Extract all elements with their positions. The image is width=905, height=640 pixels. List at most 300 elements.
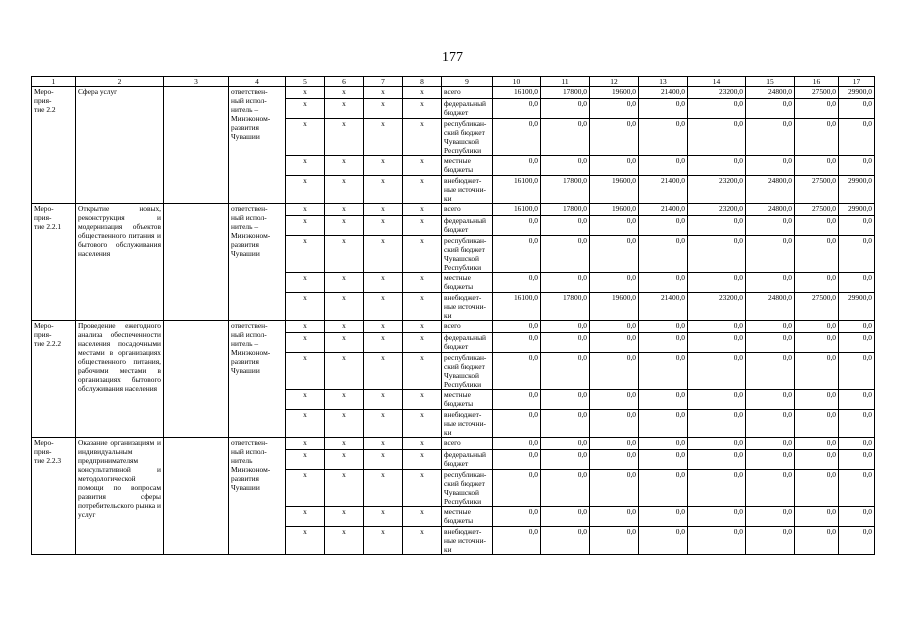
funding-value: 29900,0: [839, 87, 875, 99]
budget-code-cell: x: [325, 119, 364, 156]
budget-code-cell: x: [364, 450, 403, 470]
budget-code-cell: x: [286, 273, 325, 293]
funding-value: 0,0: [590, 156, 639, 176]
budget-code-cell: x: [286, 99, 325, 119]
funding-value: 0,0: [688, 216, 746, 236]
funding-value: 0,0: [493, 450, 541, 470]
budget-table: [31, 76, 875, 555]
funding-value: 16100,0: [493, 87, 541, 99]
funding-value: 0,0: [839, 333, 875, 353]
budget-code-cell: x: [403, 176, 442, 204]
funding-value: 0,0: [746, 156, 795, 176]
funding-value: 0,0: [493, 236, 541, 273]
funding-value: 16100,0: [493, 204, 541, 216]
funding-value: 0,0: [688, 470, 746, 507]
funding-value: 17800,0: [541, 204, 590, 216]
budget-code-cell: x: [403, 470, 442, 507]
funding-value: 0,0: [590, 119, 639, 156]
budget-code-cell: x: [286, 333, 325, 353]
funding-value: 0,0: [795, 507, 839, 527]
funding-source: всего: [442, 321, 493, 333]
funding-value: 0,0: [493, 527, 541, 555]
funding-value: 0,0: [590, 527, 639, 555]
funding-value: 27500,0: [795, 293, 839, 321]
funding-value: 0,0: [590, 353, 639, 390]
funding-value: 0,0: [688, 410, 746, 438]
funding-source: внебюджет- ные источни- ки: [442, 410, 493, 438]
funding-value: 0,0: [839, 156, 875, 176]
funding-value: 0,0: [590, 410, 639, 438]
budget-code-cell: x: [286, 216, 325, 236]
funding-source: местные бюджеты: [442, 156, 493, 176]
budget-code-cell: x: [325, 204, 364, 216]
funding-value: 0,0: [746, 527, 795, 555]
funding-value: 0,0: [639, 390, 688, 410]
table-body: [32, 87, 875, 555]
funding-value: 0,0: [493, 119, 541, 156]
funding-source: местные бюджеты: [442, 507, 493, 527]
budget-code-cell: x: [403, 410, 442, 438]
funding-value: 0,0: [493, 333, 541, 353]
funding-value: 0,0: [688, 273, 746, 293]
funding-value: 0,0: [541, 527, 590, 555]
budget-code-cell: x: [364, 527, 403, 555]
funding-value: 0,0: [590, 216, 639, 236]
funding-value: 0,0: [541, 410, 590, 438]
funding-value: 19600,0: [590, 87, 639, 99]
funding-value: 0,0: [746, 390, 795, 410]
funding-source: республикан- ский бюджет Чувашской Республики: [442, 119, 493, 156]
funding-source: федеральный бюджет: [442, 450, 493, 470]
funding-value: 0,0: [688, 507, 746, 527]
column-header: 3: [164, 77, 229, 87]
budget-code-cell: x: [286, 390, 325, 410]
funding-value: 0,0: [839, 353, 875, 390]
measure-id: Меро- прия- тие 2.2.1: [32, 204, 76, 321]
budget-code-cell: x: [286, 119, 325, 156]
funding-value: 0,0: [639, 99, 688, 119]
funding-value: 0,0: [541, 273, 590, 293]
funding-value: 0,0: [639, 333, 688, 353]
column-header: 2: [76, 77, 164, 87]
measure-name: Открытие новых, реконструкция и модернизация объектов общественного питания и бытового обслуживания населения: [76, 204, 164, 321]
participant-cell: [164, 204, 229, 321]
funding-value: 0,0: [839, 216, 875, 236]
funding-value: 0,0: [590, 450, 639, 470]
funding-value: 0,0: [746, 333, 795, 353]
budget-code-cell: x: [325, 333, 364, 353]
funding-value: 23200,0: [688, 87, 746, 99]
table-row: [32, 87, 875, 99]
funding-value: 27500,0: [795, 87, 839, 99]
funding-value: 0,0: [639, 450, 688, 470]
funding-value: 0,0: [746, 410, 795, 438]
funding-value: 0,0: [541, 216, 590, 236]
funding-value: 0,0: [493, 507, 541, 527]
funding-value: 17800,0: [541, 87, 590, 99]
funding-value: 29900,0: [839, 176, 875, 204]
funding-source: республикан- ский бюджет Чувашской Республики: [442, 470, 493, 507]
budget-code-cell: x: [286, 321, 325, 333]
budget-code-cell: x: [403, 527, 442, 555]
funding-value: 0,0: [590, 438, 639, 450]
funding-value: 0,0: [688, 333, 746, 353]
budget-code-cell: x: [403, 353, 442, 390]
budget-code-cell: x: [364, 176, 403, 204]
funding-value: 21400,0: [639, 87, 688, 99]
funding-value: 0,0: [688, 99, 746, 119]
budget-code-cell: x: [403, 450, 442, 470]
budget-code-cell: x: [403, 321, 442, 333]
funding-value: 0,0: [795, 216, 839, 236]
column-header: 11: [541, 77, 590, 87]
funding-value: 0,0: [590, 99, 639, 119]
column-header: 8: [403, 77, 442, 87]
budget-code-cell: x: [325, 236, 364, 273]
funding-value: 0,0: [541, 470, 590, 507]
column-number-row: [32, 77, 875, 87]
responsible-executor: ответствен- ный испол- нитель – Минэконом- развития Чувашии: [229, 321, 286, 438]
funding-value: 21400,0: [639, 204, 688, 216]
funding-value: 19600,0: [590, 204, 639, 216]
column-header: 7: [364, 77, 403, 87]
funding-value: 0,0: [839, 119, 875, 156]
budget-code-cell: x: [286, 293, 325, 321]
funding-value: 0,0: [541, 99, 590, 119]
measure-name: Сфера услуг: [76, 87, 164, 204]
funding-value: 0,0: [493, 353, 541, 390]
funding-value: 0,0: [541, 236, 590, 273]
funding-value: 17800,0: [541, 293, 590, 321]
funding-value: 0,0: [688, 119, 746, 156]
budget-code-cell: x: [286, 527, 325, 555]
funding-value: 0,0: [795, 333, 839, 353]
funding-value: 0,0: [590, 333, 639, 353]
funding-value: 0,0: [839, 273, 875, 293]
budget-code-cell: x: [286, 87, 325, 99]
funding-value: 0,0: [541, 156, 590, 176]
budget-code-cell: x: [364, 99, 403, 119]
funding-value: 0,0: [839, 321, 875, 333]
funding-source: республикан- ский бюджет Чувашской Республики: [442, 236, 493, 273]
budget-code-cell: x: [403, 87, 442, 99]
funding-value: 0,0: [839, 450, 875, 470]
budget-code-cell: x: [325, 87, 364, 99]
funding-value: 24800,0: [746, 87, 795, 99]
budget-code-cell: x: [286, 438, 325, 450]
funding-source: внебюджет- ные источни- ки: [442, 293, 493, 321]
funding-value: 0,0: [541, 390, 590, 410]
funding-source: федеральный бюджет: [442, 333, 493, 353]
funding-value: 0,0: [493, 470, 541, 507]
funding-value: 0,0: [795, 438, 839, 450]
budget-code-cell: x: [364, 321, 403, 333]
budget-code-cell: x: [403, 236, 442, 273]
participant-cell: [164, 321, 229, 438]
funding-value: 0,0: [746, 321, 795, 333]
funding-value: 0,0: [839, 236, 875, 273]
funding-value: 0,0: [639, 353, 688, 390]
funding-value: 0,0: [541, 450, 590, 470]
funding-value: 0,0: [688, 236, 746, 273]
budget-code-cell: x: [364, 470, 403, 507]
funding-value: 0,0: [590, 321, 639, 333]
budget-code-cell: x: [364, 438, 403, 450]
column-header: 5: [286, 77, 325, 87]
funding-value: 0,0: [795, 273, 839, 293]
column-header: 13: [639, 77, 688, 87]
budget-code-cell: x: [403, 333, 442, 353]
funding-value: 0,0: [688, 156, 746, 176]
budget-code-cell: x: [364, 236, 403, 273]
funding-source: республикан- ский бюджет Чувашской Республики: [442, 353, 493, 390]
column-header: 16: [795, 77, 839, 87]
funding-value: 24800,0: [746, 293, 795, 321]
budget-code-cell: x: [325, 450, 364, 470]
funding-value: 0,0: [795, 99, 839, 119]
funding-source: внебюджет- ные источни- ки: [442, 527, 493, 555]
funding-value: 16100,0: [493, 293, 541, 321]
funding-value: 0,0: [795, 410, 839, 438]
responsible-executor: ответствен- ный испол- нитель – Минэконом- развития Чувашии: [229, 204, 286, 321]
budget-code-cell: x: [325, 507, 364, 527]
column-header: 4: [229, 77, 286, 87]
funding-value: 0,0: [839, 410, 875, 438]
budget-code-cell: x: [325, 99, 364, 119]
budget-code-cell: x: [403, 507, 442, 527]
funding-value: 0,0: [688, 527, 746, 555]
table-row: [32, 438, 875, 450]
funding-source: всего: [442, 87, 493, 99]
funding-value: 0,0: [746, 99, 795, 119]
funding-value: 0,0: [541, 119, 590, 156]
funding-value: 0,0: [839, 507, 875, 527]
funding-value: 0,0: [795, 390, 839, 410]
budget-code-cell: x: [364, 156, 403, 176]
funding-source: внебюджет- ные источни- ки: [442, 176, 493, 204]
funding-value: 0,0: [688, 321, 746, 333]
funding-value: 0,0: [795, 119, 839, 156]
measure-id: Меро- прия- тие 2.2.3: [32, 438, 76, 555]
measure-name: Проведение ежегодного анализа обеспеченности населения посадочными местами в организациях общественного питания, рабочими местами в организациях бытового обслуживания населения: [76, 321, 164, 438]
funding-value: 0,0: [493, 156, 541, 176]
funding-value: 0,0: [639, 216, 688, 236]
column-header: 10: [493, 77, 541, 87]
budget-code-cell: x: [364, 293, 403, 321]
funding-value: 16100,0: [493, 176, 541, 204]
budget-code-cell: x: [403, 99, 442, 119]
funding-value: 0,0: [493, 321, 541, 333]
budget-code-cell: x: [325, 353, 364, 390]
budget-code-cell: x: [286, 236, 325, 273]
funding-value: 29900,0: [839, 293, 875, 321]
funding-value: 0,0: [493, 390, 541, 410]
measure-id: Меро- прия- тие 2.2.2: [32, 321, 76, 438]
page-number: 177: [442, 50, 463, 65]
funding-value: 0,0: [541, 438, 590, 450]
funding-value: 0,0: [746, 216, 795, 236]
budget-code-cell: x: [286, 353, 325, 390]
responsible-executor: ответствен- ный испол- нитель – Минэконом- развития Чувашии: [229, 87, 286, 204]
funding-source: всего: [442, 438, 493, 450]
funding-value: 0,0: [639, 321, 688, 333]
funding-value: 0,0: [590, 236, 639, 273]
budget-code-cell: x: [403, 204, 442, 216]
column-header: 15: [746, 77, 795, 87]
funding-value: 0,0: [590, 390, 639, 410]
funding-value: 27500,0: [795, 176, 839, 204]
funding-source: всего: [442, 204, 493, 216]
funding-value: 0,0: [746, 236, 795, 273]
budget-code-cell: x: [325, 527, 364, 555]
funding-value: 24800,0: [746, 176, 795, 204]
funding-value: 27500,0: [795, 204, 839, 216]
funding-source: федеральный бюджет: [442, 216, 493, 236]
column-header: 12: [590, 77, 639, 87]
funding-value: 0,0: [795, 450, 839, 470]
funding-value: 0,0: [639, 410, 688, 438]
funding-value: 0,0: [795, 527, 839, 555]
funding-value: 0,0: [493, 99, 541, 119]
funding-value: 21400,0: [639, 176, 688, 204]
budget-code-cell: x: [286, 204, 325, 216]
funding-value: 0,0: [639, 236, 688, 273]
responsible-executor: ответствен- ный испол- нитель Минэконом- развития Чувашии: [229, 438, 286, 555]
table-row: [32, 204, 875, 216]
funding-value: 0,0: [839, 438, 875, 450]
funding-value: 23200,0: [688, 293, 746, 321]
funding-value: 0,0: [839, 99, 875, 119]
funding-value: 0,0: [639, 273, 688, 293]
funding-value: 0,0: [795, 236, 839, 273]
funding-value: 0,0: [688, 353, 746, 390]
funding-value: 29900,0: [839, 204, 875, 216]
column-header: 14: [688, 77, 746, 87]
budget-code-cell: x: [325, 410, 364, 438]
budget-code-cell: x: [286, 507, 325, 527]
funding-value: 0,0: [839, 527, 875, 555]
funding-value: 0,0: [639, 470, 688, 507]
funding-source: местные бюджеты: [442, 273, 493, 293]
funding-value: 0,0: [493, 273, 541, 293]
funding-value: 0,0: [746, 438, 795, 450]
budget-code-cell: x: [364, 87, 403, 99]
funding-value: 0,0: [746, 353, 795, 390]
budget-code-cell: x: [364, 353, 403, 390]
funding-value: 0,0: [839, 470, 875, 507]
funding-value: 21400,0: [639, 293, 688, 321]
budget-code-cell: x: [403, 119, 442, 156]
funding-value: 0,0: [746, 273, 795, 293]
funding-value: 0,0: [541, 321, 590, 333]
budget-code-cell: x: [286, 470, 325, 507]
budget-code-cell: x: [325, 273, 364, 293]
budget-code-cell: x: [364, 204, 403, 216]
funding-source: местные бюджеты: [442, 390, 493, 410]
budget-code-cell: x: [364, 333, 403, 353]
budget-code-cell: x: [403, 216, 442, 236]
budget-code-cell: x: [364, 410, 403, 438]
budget-code-cell: x: [325, 216, 364, 236]
budget-code-cell: x: [403, 438, 442, 450]
budget-code-cell: x: [286, 176, 325, 204]
budget-code-cell: x: [286, 410, 325, 438]
funding-value: 0,0: [795, 353, 839, 390]
funding-value: 0,0: [839, 390, 875, 410]
funding-value: 0,0: [688, 450, 746, 470]
funding-value: 0,0: [795, 470, 839, 507]
budget-code-cell: x: [325, 321, 364, 333]
budget-code-cell: x: [325, 176, 364, 204]
budget-code-cell: x: [364, 390, 403, 410]
funding-source: федеральный бюджет: [442, 99, 493, 119]
measure-name: Оказание организациям и индивидуальным предпринимателям консультативной и методологической помощи по вопросам развития сферы потребительского рынка и услуг: [76, 438, 164, 555]
funding-value: 19600,0: [590, 176, 639, 204]
funding-value: 0,0: [688, 438, 746, 450]
column-header: 9: [442, 77, 493, 87]
funding-value: 23200,0: [688, 176, 746, 204]
funding-value: 0,0: [746, 119, 795, 156]
funding-value: 0,0: [688, 390, 746, 410]
table-row: [32, 321, 875, 333]
measure-id: Меро- прия- тие 2.2: [32, 87, 76, 204]
funding-value: 17800,0: [541, 176, 590, 204]
budget-code-cell: x: [364, 507, 403, 527]
funding-value: 0,0: [639, 507, 688, 527]
funding-value: 0,0: [746, 507, 795, 527]
funding-value: 0,0: [541, 353, 590, 390]
budget-code-cell: x: [403, 156, 442, 176]
budget-code-cell: x: [286, 450, 325, 470]
funding-value: 0,0: [795, 156, 839, 176]
funding-value: 0,0: [590, 507, 639, 527]
budget-code-cell: x: [286, 156, 325, 176]
funding-value: 0,0: [590, 273, 639, 293]
budget-code-cell: x: [325, 470, 364, 507]
budget-code-cell: x: [403, 273, 442, 293]
budget-code-cell: x: [325, 390, 364, 410]
funding-value: 0,0: [795, 321, 839, 333]
budget-code-cell: x: [403, 293, 442, 321]
funding-value: 0,0: [639, 156, 688, 176]
participant-cell: [164, 438, 229, 555]
funding-value: 0,0: [746, 450, 795, 470]
column-header: 17: [839, 77, 875, 87]
funding-value: 0,0: [493, 438, 541, 450]
budget-code-cell: x: [403, 390, 442, 410]
column-header: 6: [325, 77, 364, 87]
budget-code-cell: x: [364, 119, 403, 156]
funding-value: 0,0: [746, 470, 795, 507]
funding-value: 0,0: [639, 119, 688, 156]
column-header: 1: [32, 77, 76, 87]
funding-value: 0,0: [590, 470, 639, 507]
funding-value: 23200,0: [688, 204, 746, 216]
budget-code-cell: x: [364, 273, 403, 293]
funding-value: 0,0: [541, 507, 590, 527]
budget-code-cell: x: [325, 438, 364, 450]
budget-code-cell: x: [325, 293, 364, 321]
funding-value: 0,0: [639, 438, 688, 450]
funding-value: 0,0: [493, 410, 541, 438]
participant-cell: [164, 87, 229, 204]
funding-value: 19600,0: [590, 293, 639, 321]
budget-code-cell: x: [325, 156, 364, 176]
funding-value: 0,0: [639, 527, 688, 555]
funding-value: 24800,0: [746, 204, 795, 216]
funding-value: 0,0: [541, 333, 590, 353]
budget-code-cell: x: [364, 216, 403, 236]
